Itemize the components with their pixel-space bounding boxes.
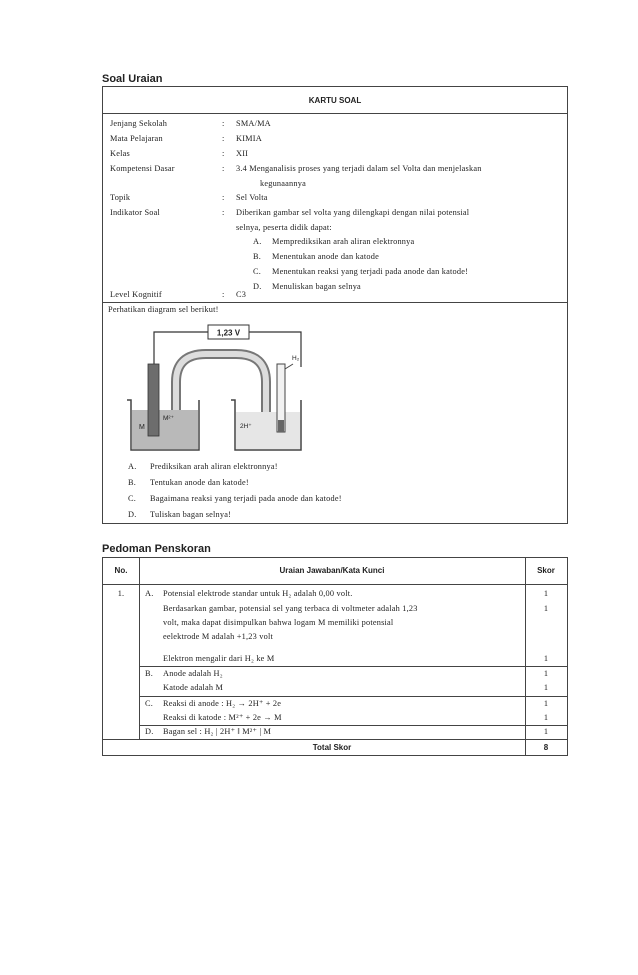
- question-c: C. Bagaimana reaksi yang terjadi pada anode dan katode!: [128, 494, 342, 503]
- indikator-list: [253, 235, 563, 295]
- volta-cell-diagram: [121, 322, 306, 454]
- score-b-1: 1: [543, 669, 549, 678]
- header-no: No.: [114, 566, 128, 575]
- total-label: Total Skor: [312, 743, 352, 752]
- answer-a-4: eelektrode M adalah +1,23 volt: [163, 632, 273, 641]
- meta-row-topik: Topik : Sel Volta: [110, 193, 268, 202]
- answer-letter-a: A.: [145, 589, 154, 598]
- answer-letter-d: D.: [145, 727, 154, 736]
- answer-letter-b: B.: [145, 669, 154, 678]
- row-number: 1.: [117, 589, 125, 598]
- header-answer: Uraian Jawaban/Kata Kunci: [279, 566, 385, 575]
- question-d: D. Tuliskan bagan selnya!: [128, 510, 232, 519]
- score-b-2: 1: [543, 683, 549, 692]
- card-divider: [103, 302, 567, 303]
- indikator-item: D. Menuliskan bagan selnya: [253, 282, 361, 291]
- answer-b-1: Anode adalah H₂: [163, 669, 223, 678]
- indikator-item: C. Menentukan reaksi yang terjadi pada anode dan katode!: [253, 267, 469, 276]
- answer-letter-c: C.: [145, 699, 154, 708]
- header-skor: Skor: [537, 566, 555, 575]
- meta-row-mapel: Mata Pelajaran : KIMIA: [110, 134, 262, 143]
- svg-text:2H⁺: 2H⁺: [240, 423, 252, 430]
- score-c-2: 1: [543, 713, 549, 722]
- card-title: KARTU SOAL: [103, 87, 567, 114]
- indikator-item: B. Menentukan anode dan katode: [253, 252, 380, 261]
- svg-text:H₂: H₂: [292, 355, 300, 362]
- answer-b-2: Katode adalah M: [163, 683, 224, 692]
- answer-c-1: Reaksi di anode : H₂ → 2H⁺ + 2e: [163, 699, 282, 708]
- answer-a-2: Berdasarkan gambar, potensial sel yang terbaca di voltmeter adalah 1,23: [163, 604, 418, 613]
- answer-a-3: volt, maka dapat disimpulkan bahwa logam M memiliki potensial: [163, 618, 394, 627]
- meta-row-indikator: Indikator Soal : Diberikan gambar sel volta yang dilengkapi dengan nilai potensial selnya, peserta didik dapat:: [110, 208, 470, 232]
- score-c-1: 1: [543, 699, 549, 708]
- svg-text:M: M: [139, 424, 145, 431]
- score-a-1: 1: [543, 589, 549, 598]
- meta-row-level: Level Kognitif : C3: [110, 290, 247, 299]
- scoring-table: [102, 557, 568, 756]
- answer-a-1: Potensial elektrode standar untuk H₂ adalah 0,00 volt.: [163, 589, 353, 598]
- answer-a-5: Elektron mengalir dari H₂ ke M: [163, 654, 275, 663]
- section-title-pedoman: Pedoman Penskoran: [102, 543, 211, 555]
- meta-row-jenjang: Jenjang Sekolah : SMA/MA: [110, 119, 271, 128]
- score-d-1: 1: [543, 727, 549, 736]
- meta-row-kelas: Kelas : XII: [110, 149, 249, 158]
- meta-row-kompetensi: Kompetensi Dasar : 3.4 Menganalisis proses yang terjadi dalam sel Volta dan menjelaskan kegunaannya: [110, 164, 482, 188]
- answer-c-2: Reaksi di katode : M²⁺ + 2e → M: [163, 713, 282, 722]
- question-b: B. Tentukan anode dan katode!: [128, 478, 249, 487]
- score-a-5: 1: [543, 654, 549, 663]
- indikator-item: A. Memprediksikan arah aliran elektronnya: [253, 237, 415, 246]
- question-a: A. Prediksikan arah aliran elektronnya!: [128, 462, 278, 471]
- svg-text:M²⁺: M²⁺: [163, 415, 175, 422]
- voltmeter-reading: 1,23 V: [216, 328, 241, 338]
- instruction-text: Perhatikan diagram sel berikut!: [108, 305, 219, 314]
- section-title-soal-uraian: Soal Uraian: [102, 73, 163, 85]
- answer-d-1: Bagan sel : H₂ | 2H⁺ ‖ M²⁺ | M: [163, 727, 272, 736]
- total-value: 8: [543, 743, 549, 752]
- score-a-2: 1: [543, 604, 549, 613]
- question-card: [102, 86, 568, 524]
